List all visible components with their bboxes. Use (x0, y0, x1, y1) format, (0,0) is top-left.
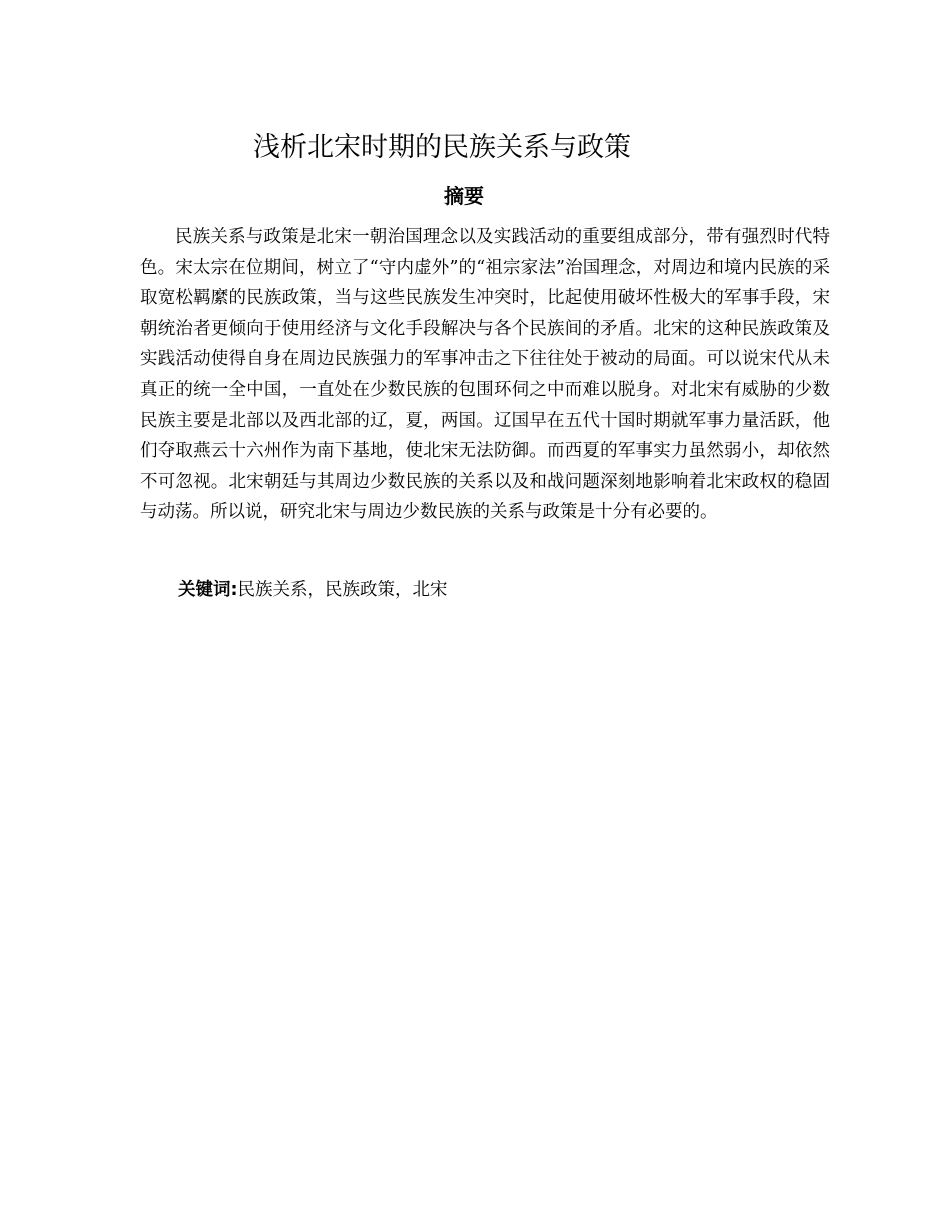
document-title: 浅析北宋时期的民族关系与政策 (253, 132, 631, 163)
abstract-heading: 摘要 (444, 184, 484, 208)
keywords-line (178, 575, 828, 605)
keywords-label: 关键词: (178, 580, 238, 600)
keywords-value: 民族关系，民族政策，北宋 (237, 580, 448, 600)
abstract-body: 民族关系与政策是北宋一朝治国理念以及实践活动的重要组成部分，带有强烈时代特色。宋太宗在位期间，树立了“守内虚外”的“祖宗家法”治国理念，对周边和境内民族的采取宽松羁縻的民族政策，当与这些民族发生冲突时，比起使用破坏性极大的军事手段，宋朝统治者更倾向于使用经济与文化手段解决与各个民族间的矛盾。北宋的这种民族政策及实践活动使得自身在周边民族强力的军事冲击之下往往处于被动的局面。可以说宋代从未真正的统一全中国，一直处在少数民族的包围环伺之中而难以脱身。对北宋有威胁的少数民族主要是北部以及西北部的辽，夏，两国。辽国早在五代十国时期就军事力量活跃，他们夺取燕云十六州作为南下基地，使北宋无法防御。而西夏的军事实力虽然弱小，却依然不可忽视。北宋朝廷与其周边少数民族的关系以及和战问题深刻地影响着北宋政权的稳固与动荡。所以说，研究北宋与周边少数民族的关系与政策是十分有必要的。 (140, 227, 830, 523)
